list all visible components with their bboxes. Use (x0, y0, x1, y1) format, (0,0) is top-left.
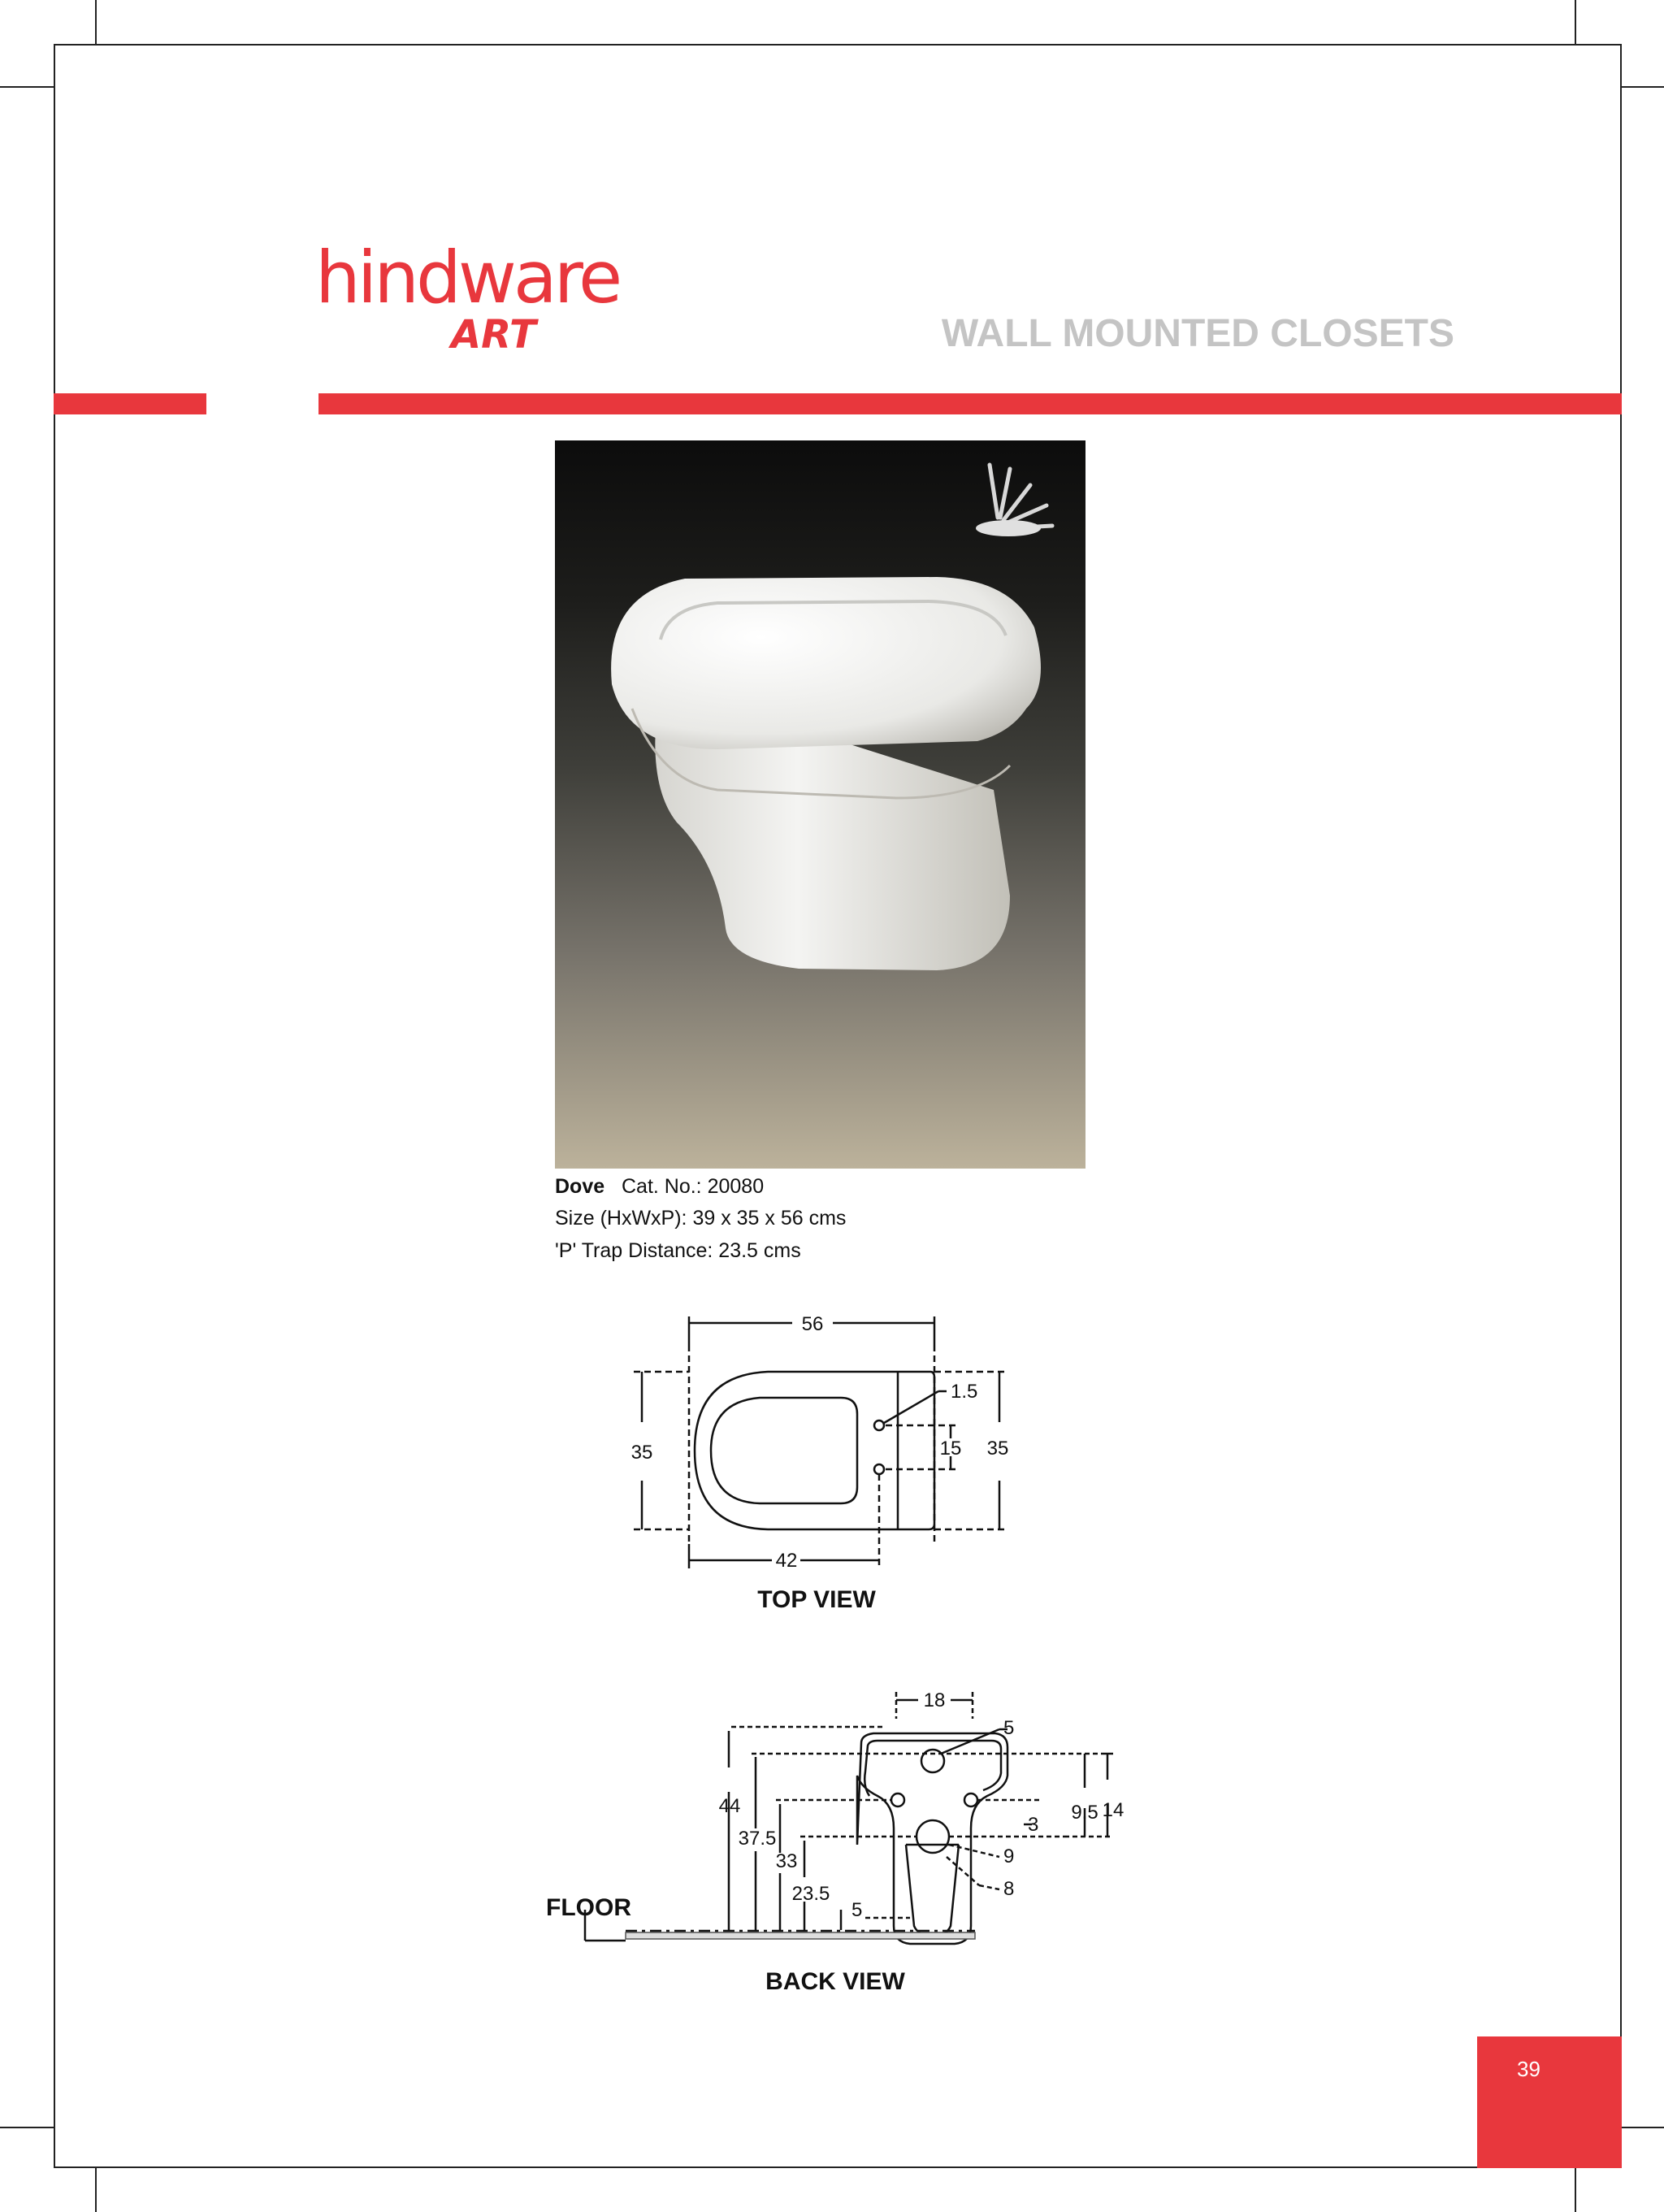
brand-logo: hindware (315, 236, 620, 319)
brand-sub: ART (451, 312, 536, 358)
dim-9-5: 9.5 (1071, 1802, 1098, 1824)
page-number: 39 (1517, 2057, 1540, 2081)
product-name: Dove (555, 1175, 605, 1198)
crop-mark (0, 2127, 54, 2128)
dim-3: 3 (1028, 1814, 1039, 1836)
dim-23-5: 23.5 (791, 1883, 830, 1905)
dim-9: 9 (1003, 1846, 1015, 1867)
dim-15: 15 (939, 1438, 962, 1459)
dim-56: 56 (801, 1313, 824, 1335)
product-trap-distance: 'P' Trap Distance: 23.5 cms (555, 1239, 801, 1262)
toilet-illustration (555, 440, 1086, 1169)
product-title-line (555, 1175, 764, 1199)
header-bar-left (54, 393, 206, 414)
product-photo (555, 440, 1086, 1169)
header-bar-right (318, 393, 1622, 414)
dim-35-right: 35 (986, 1438, 1009, 1459)
top-view-diagram (618, 1300, 1024, 1617)
light-icon (976, 465, 1052, 536)
crop-mark (0, 86, 54, 88)
dim-18: 18 (923, 1689, 946, 1711)
top-view-label: TOP VIEW (757, 1586, 876, 1613)
back-view-label: BACK VIEW (765, 1968, 905, 1995)
dim-42: 42 (775, 1550, 798, 1572)
crop-mark (1575, 0, 1576, 44)
dim-33: 33 (775, 1850, 798, 1872)
dim-35-left: 35 (630, 1442, 653, 1464)
dim-5-bottom: 5 (852, 1899, 863, 1921)
back-view-diagram (536, 1682, 1154, 1999)
dim-37-5: 37.5 (738, 1828, 777, 1850)
product-cat-no: Cat. No.: 20080 (621, 1175, 765, 1198)
page-number-box (1477, 2036, 1622, 2168)
dim-8: 8 (1003, 1878, 1015, 1900)
dim-5-top: 5 (1003, 1717, 1015, 1739)
floor-label: FLOOR (546, 1894, 631, 1921)
dim-14: 14 (1102, 1799, 1124, 1821)
crop-mark (95, 0, 97, 44)
crop-mark (95, 2168, 97, 2212)
crop-mark (1622, 86, 1664, 88)
product-size: Size (HxWxP): 39 x 35 x 56 cms (555, 1207, 847, 1230)
crop-mark (1622, 2127, 1664, 2128)
dim-44: 44 (718, 1795, 741, 1817)
crop-mark (1575, 2168, 1576, 2212)
section-title: WALL MOUNTED CLOSETS (941, 312, 1454, 355)
dim-1-5: 1.5 (951, 1381, 978, 1403)
